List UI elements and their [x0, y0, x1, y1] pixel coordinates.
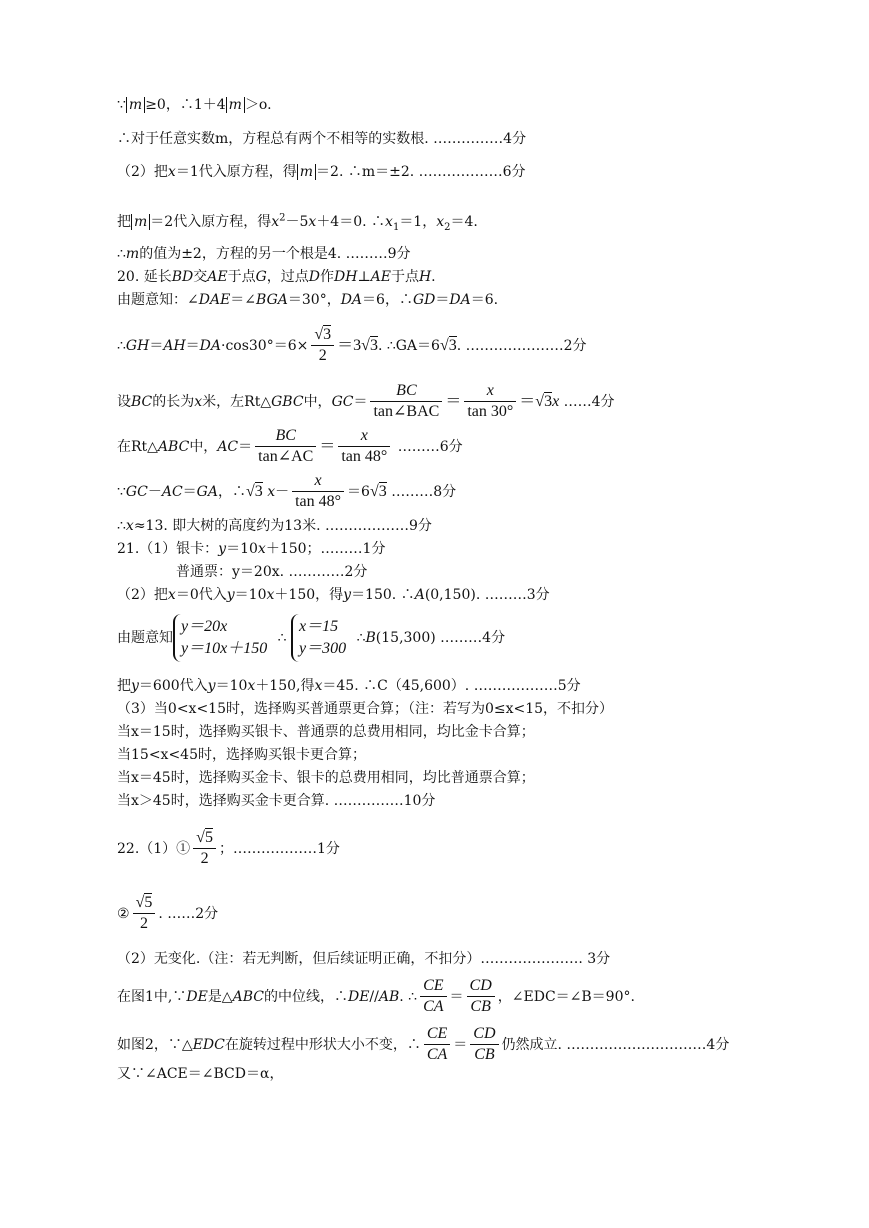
- line-15: （2）把x＝0代入y＝10x＋150，得y＝150. ∴A(0,150). ………3分: [117, 587, 550, 603]
- line-25: （2）无变化.（注：若无判断，但后续证明正确，不扣分）…………………. 3分: [117, 951, 611, 967]
- line-23: 22.（1）① $\frac{√5}{2}$ ；………………1分: [117, 829, 340, 867]
- line-8: ∴GH＝AH＝DA·cos30°＝6× $\frac{√3}{2}$ ＝3√3. ∴GA＝6√3. …………………2分: [117, 326, 587, 364]
- line-24: ② $\frac{√5}{2}$ . ……2分: [117, 894, 219, 932]
- line-5: ∴m的值为±2，方程的另一个根是4. ………9分: [117, 246, 411, 262]
- line-14: 普通票：y＝20x. …………2分: [176, 564, 368, 580]
- line-26: 在图1中,∵DE是△ABC的中位线，∴DE//AB. ∴ $\frac{CE}{CA}$ ＝ $\frac{CD}{CB}$ ，∠EDC＝∠B＝90°.: [117, 977, 635, 1015]
- line-2: ∴对于任意实数m，方程总有两个不相等的实数根. ……………4分: [117, 131, 527, 147]
- line-7: 由题意知：∠DAE＝∠BGA＝30°，DA＝6，∴GD＝DA＝6.: [117, 292, 499, 308]
- line-16: 由题意知 y＝20x y＝10x＋150 ∴ x＝15 y＝300 ∴B(15,300) ………4分: [117, 614, 505, 662]
- line-3: （2）把x＝1代入原方程，得 m ＝2. ∴m＝±2. ………………6分: [117, 164, 526, 180]
- line-22: 当x＞45时，选择购买金卡更合算. ……………10分: [117, 793, 436, 809]
- line-12: ∴x≈13. 即大树的高度约为13米. ………………9分: [117, 518, 432, 534]
- line-10: 在Rt△ABC中，AC＝ $\frac{BC}{\tan\angle AC}$ ＝ $\frac{x}{\tan 48^\circ}$ ………6分: [117, 427, 463, 465]
- line-21: 当x＝45时，选择购买金卡、银卡的总费用相同，均比普通票合算；: [117, 770, 535, 786]
- line-6: 20. 延长BD交AE于点G，过点D作DH⊥AE于点H.: [117, 269, 436, 285]
- line-1: ∵ m ≥0，∴1＋4 m ＞o.: [117, 97, 272, 113]
- line-19: 当x＝15时，选择购买银卡、普通票的总费用相同，均比金卡合算；: [117, 724, 535, 740]
- line-27: 如图2，∵△EDC在旋转过程中形状大小不变，∴ $\frac{CE}{CA}$ ＝ $\frac{CD}{CB}$ 仍然成立. …………………………4分: [117, 1025, 730, 1063]
- line-4: 把 m ＝2代入原方程，得$x^2-5x+4=0$. $\therefore x_1=1$，$x_2=4$.: [117, 212, 478, 233]
- line-13: 21.（1）银卡：y＝10x＋150；………1分: [117, 541, 386, 557]
- line-9: 设BC的长为x米，左Rt△GBC中，GC＝ $\frac{BC}{\text{tan∠BAC}}$ ＝ $\frac{x}{\tan 30^\circ}$ ＝√3x ……4分: [117, 382, 615, 420]
- line-11: ∵GC－AC＝GA，∴√3 x－ $\frac{x}{\tan 48^\circ}$ ＝6√3 ………8分: [117, 472, 457, 510]
- line-18: （3）当0<x<15时，选择购买普通票更合算；（注：若写为0≤x<15，不扣分）: [117, 701, 614, 717]
- line-28: 又∵∠ACE＝∠BCD＝α，: [117, 1066, 284, 1082]
- line-20: 当15<x<45时，选择购买银卡更合算；: [117, 747, 366, 763]
- line-17: 把y＝600代入y＝10x＋150,得x＝45. ∴C（45,600）. ………………5分: [117, 678, 581, 694]
